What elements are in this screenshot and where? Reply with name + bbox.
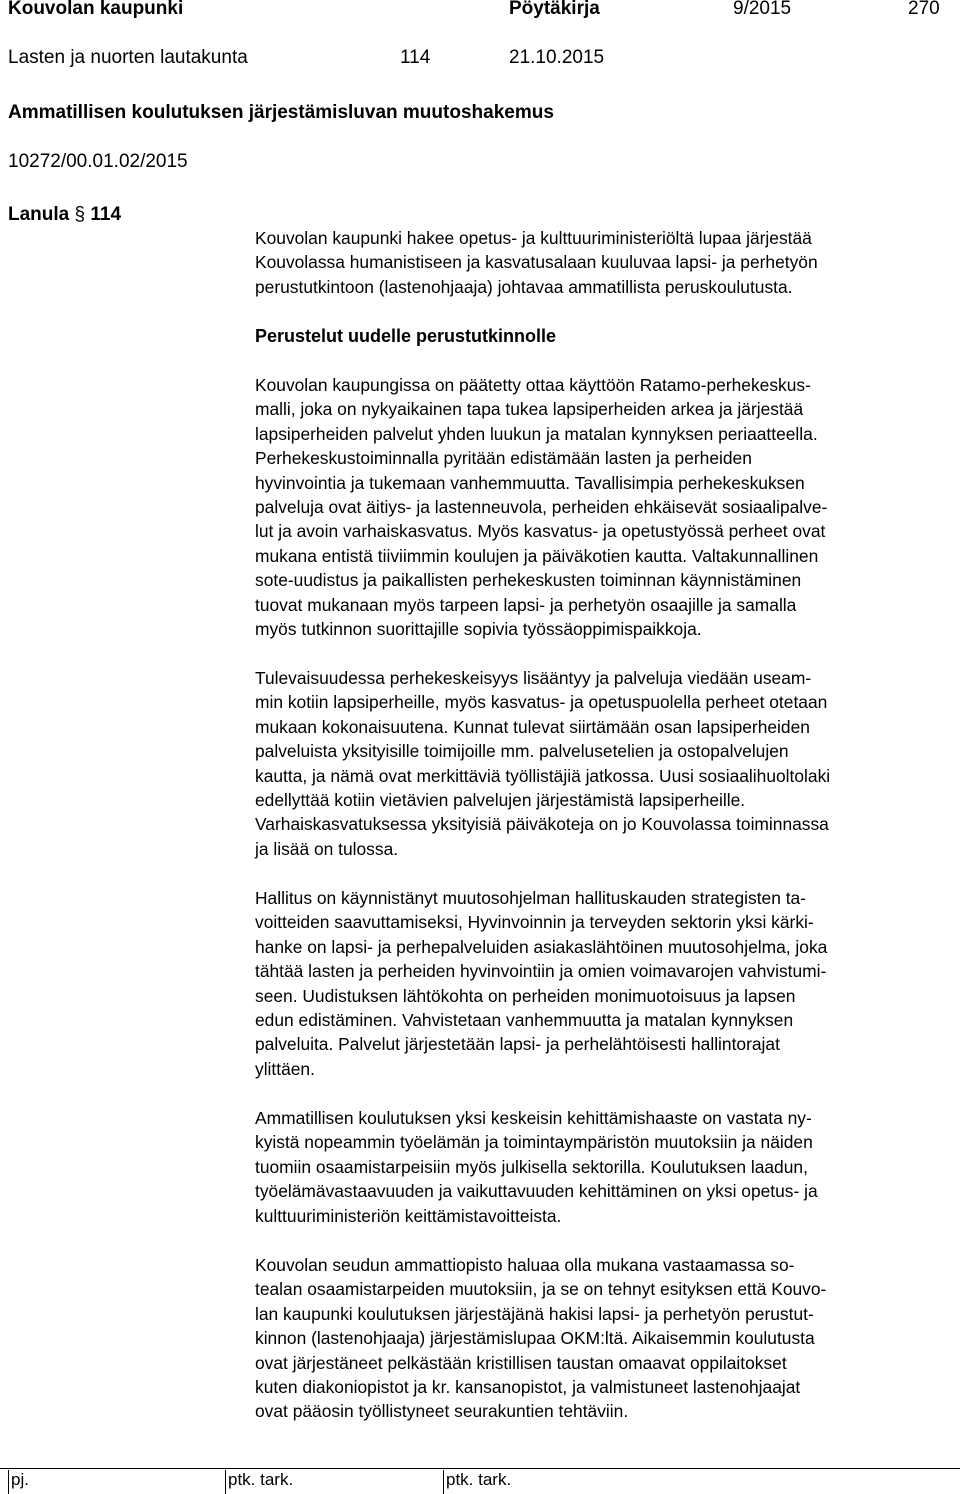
- organization-name: Kouvolan kaupunki: [8, 0, 184, 19]
- matter-reference: 10272/00.01.02/2015: [8, 151, 188, 172]
- paragraph-line: kyistä nopeammin työelämän ja toimintaympäristön muutoksiin ja näiden: [255, 1132, 813, 1153]
- paragraph-line: lapsiperheiden palvelut yhden luukun ja matalan kynnyksen periaatteella.: [255, 423, 818, 444]
- paragraph-line: lut ja avoin varhaiskasvatus. Myös kasvatus- ja opetustyössä perheet ovat: [255, 521, 826, 542]
- paragraph-line: min kotiin lapsiperheille, myös kasvatus- ja opetuspuolella perheet otetaan: [255, 692, 828, 713]
- paragraph-line: palveluista yksityisille toimijoille mm. palvelusetelien ja ostopalvelujen: [255, 741, 789, 762]
- paragraph-line: sote-uudistus ja paikallisten perhekeskusten toiminnan käynnistäminen: [255, 570, 802, 591]
- paragraph-line: palveluja ovat äitiys- ja lastenneuvola, perheiden ehkäisevät sosiaalipalve-: [255, 497, 828, 518]
- section-label-text: Lanula: [8, 204, 70, 225]
- section-number: 114: [400, 47, 431, 68]
- paragraph-line: Ammatillisen koulutuksen yksi keskeisin kehittämishaaste on vastata ny-: [255, 1108, 812, 1128]
- paragraph-line: tuovat mukanaan myös tarpeen lapsi- ja perhetyön osaajille ja samalla: [255, 594, 797, 615]
- page-number: 270: [908, 0, 940, 19]
- paragraph-line: ja lisää on tulossa.: [255, 838, 399, 859]
- paragraph-line: kinnon (lastenohjaaja) järjestämislupaa OKM:ltä. Aikaisemmin koulutusta: [255, 1328, 815, 1349]
- paragraph-line: palveluita. Palvelut järjestetään lapsi- ja perhelähtöisesti hallintorajat: [255, 1034, 780, 1055]
- paragraph-line: malli, joka on nykyaikainen tapa tukea lapsiperheiden arkea ja järjestää: [255, 399, 804, 420]
- paragraph-line: ovat pääosin työllistyneet seurakuntien tehtäviin.: [255, 1401, 629, 1422]
- footer-divider: [0, 1468, 960, 1469]
- paragraph-line: mukaan kokonaisuutena. Kunnat tulevat siirtämään osan lapsiperheiden: [255, 716, 810, 737]
- intro-line: Kouvolassa humanistiseen ja kasvatusalaan kuuluvaa lapsi- ja perhetyön: [255, 252, 818, 273]
- paragraph-4: [255, 1106, 955, 1228]
- paragraph-line: työelämävastaavuuden ja vaikuttavuuden kehittäminen on yksi opetus- ja: [255, 1181, 818, 1202]
- footer-verifier-signature: [225, 1470, 436, 1494]
- paragraph-2: [255, 666, 955, 861]
- paragraph-line: lan kaupunki koulutuksen järjestäjänä hakisi lapsi- ja perhetyön perustut-: [255, 1303, 814, 1324]
- paragraph-line: kautta, ja nämä ovat merkittäviä työllistäjiä jatkossa. Uusi sosiaalihuoltolaki: [255, 765, 831, 786]
- rationale-heading: Perustelut uudelle perustutkinnolle: [255, 326, 557, 346]
- paragraph-line: kulttuuriministeriön keittämistavoitteista.: [255, 1205, 562, 1226]
- paragraph-line: edun edistäminen. Vahvistetaan vanhemmuutta ja matalan kynnyksen: [255, 1010, 794, 1031]
- paragraph-line: tuomiin osaamistarpeisiin myös julkisella sektorilla. Koulutuksen laadun,: [255, 1156, 808, 1177]
- section-sign: §: [74, 204, 86, 225]
- footer-verifier-signature: [443, 1470, 654, 1494]
- paragraph-line: Tulevaisuudessa perhekeskeisyys lisääntyy ja palveluja viedään useam-: [255, 668, 812, 688]
- paragraph-line: Hallitus on käynnistänyt muutosohjelman hallituskauden strategisten ta-: [255, 888, 807, 908]
- paragraph-line: mukana entistä tiiviimmin koulujen ja päiväkotien kautta. Valtakunnallinen: [255, 545, 819, 566]
- intro-line: Kouvolan kaupunki hakee opetus- ja kulttuuriministeriöltä lupaa järjestää: [255, 228, 812, 248]
- paragraph-line: tealan osaamistarpeiden muutoksiin, ja se on tehnyt esityksen että Kouvo-: [255, 1279, 827, 1300]
- paragraph-line: edellyttää kotiin vietävien palvelujen järjestämistä lapsiperheille.: [255, 790, 746, 811]
- paragraph-line: Varhaiskasvatuksessa yksityisiä päiväkoteja on jo Kouvolassa toiminnassa: [255, 814, 829, 835]
- paragraph-line: ovat järjestäneet pelkästään kristillisen taustan omaavat oppilaitokset: [255, 1352, 787, 1373]
- paragraph-line: Perhekeskustoiminnalla pyritään edistämään lasten ja perheiden: [255, 448, 752, 469]
- section-label: [8, 203, 121, 227]
- document-type: Pöytäkirja: [509, 0, 600, 19]
- paragraph-line: ylittäen.: [255, 1058, 315, 1079]
- paragraph-line: Kouvolan seudun ammattiopisto haluaa olla mukana vastaamassa so-: [255, 1255, 795, 1275]
- footer-label: ptk. tark.: [446, 1470, 512, 1489]
- paragraph-line: seen. Uudistuksen lähtökohta on perheiden monimuotoisuus ja lapsen: [255, 985, 796, 1006]
- document-number: 9/2015: [733, 0, 792, 19]
- paragraph-line: tähtää lasten ja perheiden hyvinvointiin ja omien voimavarojen vahvistumi-: [255, 961, 827, 982]
- paragraph-1: [255, 373, 955, 641]
- meeting-date: 21.10.2015: [509, 47, 605, 68]
- paragraph-line: myös tutkinnon suorittajille sopivia työssäoppimispaikkoja.: [255, 619, 702, 640]
- footer-chair-signature: [8, 1470, 219, 1494]
- paragraph-line: Kouvolan kaupungissa on päätetty ottaa käyttöön Ratamo-perhekeskus-: [255, 375, 811, 395]
- matter-title: Ammatillisen koulutuksen järjestämisluvan muutoshakemus: [8, 102, 554, 123]
- paragraph-line: kuten diakoniopistot ja kr. kansanopistot, ja valmistuneet lastenohjaajat: [255, 1377, 801, 1398]
- footer-label: pj.: [11, 1470, 29, 1489]
- paragraph-3: [255, 886, 955, 1081]
- intro-paragraph: [255, 226, 955, 299]
- section-label-number: 114: [90, 204, 122, 225]
- paragraph-line: voitteiden saavuttamiseksi, Hyvinvoinnin ja terveyden sektorin yksi kärki-: [255, 912, 814, 933]
- paragraph-line: hanke on lapsi- ja perhepalveluiden asiakaslähtöinen muutosohjelma, joka: [255, 936, 828, 957]
- intro-line: perustutkintoon (lastenohjaaja) johtavaa ammatillista peruskoulutusta.: [255, 276, 793, 297]
- paragraph-line: hyvinvointia ja tukemaan vanhemmuutta. Tavallisimpia perhekeskuksen: [255, 472, 805, 493]
- paragraph-5: [255, 1253, 955, 1424]
- committee-name: Lasten ja nuorten lautakunta: [8, 47, 248, 68]
- footer-label: ptk. tark.: [228, 1470, 294, 1489]
